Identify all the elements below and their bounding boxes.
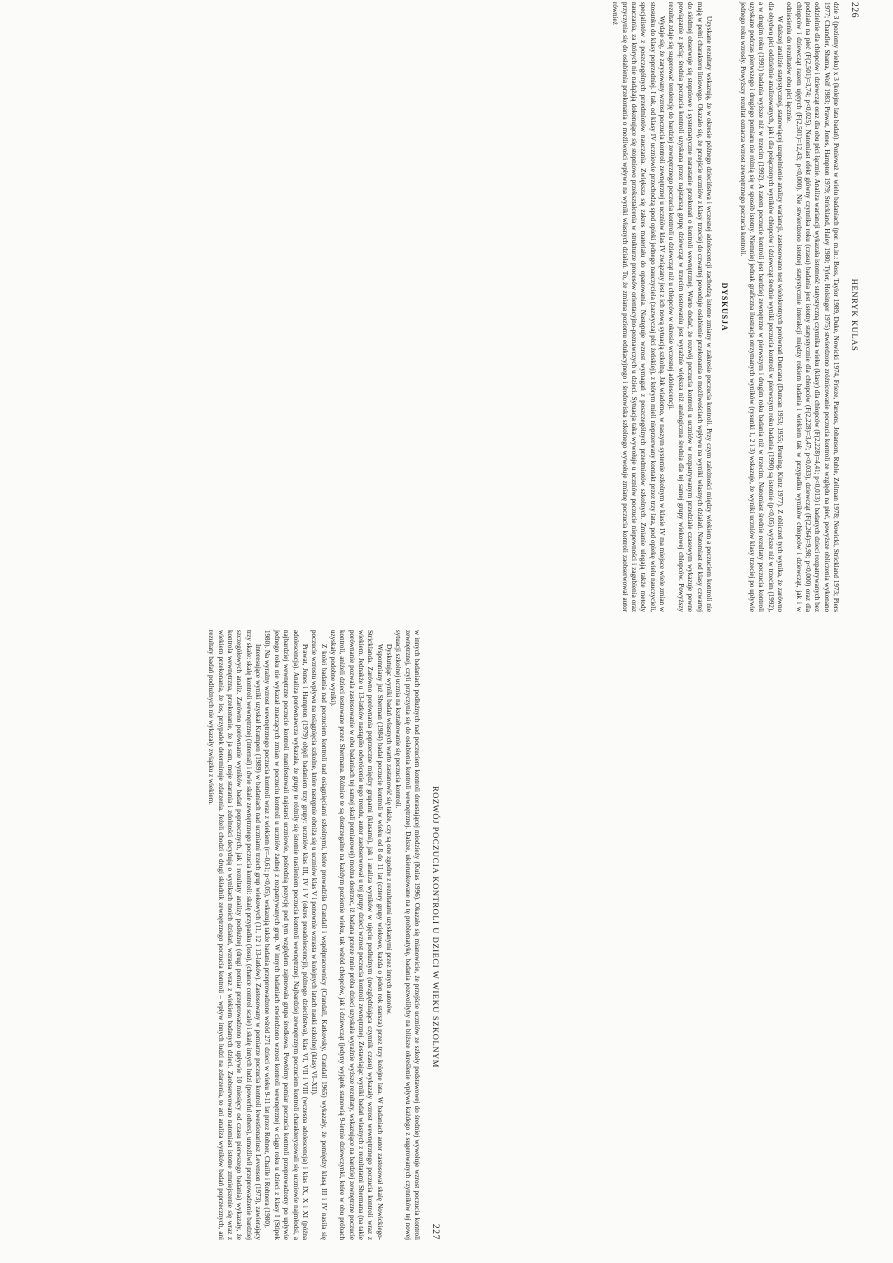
paragraph: w innych badaniach podłużnych nad poczuciem kontroli dorastającej młodzieży (Kulas 1996). Okazało się mianowicie, że przejście uczniów ze szkoły podstawowej do średniej wywołuje wzrost poczucia kontroli zewnętrznej, czyli przyczynia się do osłabienia kontroli wewnętrznej. Dalsze, ukierunkowane na tę problematykę, badania pozwoliłyby na bliższe określenie wpływu każdego z sugerowanych czynników tej nowej sytuacji szkolnej ucznia na kształtowanie się poczucia kontroli. [394, 630, 421, 1240]
paragraph: Uzyskane rezultaty wskazują, że w okresie późnego dzieciństwa i wczesnej adolescencji zachodzą istotne zmiany w zakresie poczucia kontroli. Przy czym zależności między wiekiem a poczuciem kontroli nie mają w pełni charakteru liniowego. Okazało się, że przejście uczniów z klasy trzeciej do czwartej powoduje osłabienie przekonania o możliwościach wpływu na wyniki własnych działań. Natomiast od klasy czwartej do siódmej obserwuje się stopniowe i systematyczne narastanie przekonań o kontroli wewnętrznej. Warto dodać, że rozwój poczucia kontroli u uczniów w rozpatrywanym przedziale czasowym wykazuje pewne powiązanie z płcią: średnia poczucia kontroli uzyskana przez najstarszą grupę dziewcząt w trzecim testowaniu jest wyraźnie większa niż analogiczna średnia dla tej samej grupy wiekowej chłopców. Powyższy rezultat zdaje się sugerować tendencję do bardziej zewnętrznego poczucia kontroli u dziewcząt niż u chłopców w okresie wczesnej adolescencji. [667, 2, 713, 612]
running-head-author: HENRYK KULAS [850, 278, 860, 352]
page-number: 227 [430, 1223, 440, 1240]
paragraph: Wspomniany już Sherman (1984) badał poczucie kontroli w wieku od 8 do 11 lat (cztery grupy wiekowe, każda o jeden rok starsza) przez trzy kolejne lata. W badaniach autor zastosował skalę Nowickiego-Stricklanda. Zarówno porównania poprzeczne między grupami (klasami), jak i analiza wyników w ujęciu podłużnym (uwzględniająca czynnik czasu) wykazały wzrost wewnętrznego poczucia kontroli wraz z wiekiem. Jednakże u 13-latków nastąpiło odwrócenie tego trendu, autor zaobserwował u tej grupy dzieci wzrost poczucia kontroli zewnętrznej. Zestawiając wyniki badań własnych z rezultatami Shermana (na takie porównanie pozwala zastosowanie w obu badaniach tej samej skali pomiarowej) można dostrzec, iż badana przeze mnie próba dzieci uzyskała wyraźnie wyższe rezultaty, wskazujące na bardziej zewnętrzne poczucie kontroli, aniżeli dzieci testowane przez Shermana. Różnice te są dostrzegalne na każdym poziomie wieku, tak wśród chłopców, jak i dziewcząt (jedyny wyjątek stanowią 9-letnie dziewczynki, które w obu próbach uzyskały podobne wyniki). [328, 630, 384, 1240]
paragraph: W dalszej analizie statystycznej, stanowiącej uzupełnienie analizy wariancji, zastosowano test wielokrotnych porównań Duncana (Duncan 1953; 1955; Bruning, Kintz 1977). Z obliczeń tych wynika, że zarówno dla obydwu płci oddzielnie analizowanych, jak i dla połączonych wyników chłopców i dziewcząt średnie wyniki poczucia kontroli w pierwszym roku badania (1990) są istotnie (p<0,05) wyższe niż w trzecim (1992), a w drugim roku (1991) badania wyższe niż w trzecim (1992). A zatem poczucie kontroli jest bardziej zewnętrzne w pierwszym i drugim roku badania niż w trzecim. Natomiast średnie rezultaty poczucia kontroli uzyskane podczas pierwszego i drugiego pomiaru nie różnią się w sposób istotny. Niemniej jednak graficzna ilustracja otrzymanych wyników (rysunki 1, 2 i 3) wskazuje, że wyniki uczniów klasy trzeciej po upływie jednego roku wzrosły. Powyższy rezultat oznacza wzrost zewnętrznego poczucia kontroli. [738, 2, 784, 612]
running-head [846, 2, 860, 612]
paragraph: Prawat, Jones i Hampton (1979) objęli badaniem trzy grupy: uczniów klas III, IV i V (okres preadolescencji), późnego dzieciństwa), klas VI, VII i VIII (wczesna adolescencja) i klas IX, X i XI (późna adolescencja). Analiza porównawcza wykazała, że grupy te różniły się istotnie nasileniem poczucia kontroli wewnętrznej. Najbardziej zewnętrznym poczuciem kontroli charakteryzowali się uczniowie najmłodsi, a najbardziej wewnętrzne poczucie kontroli manifestowali najstarsi uczniowie, pośrednią pozycję pod tym względem zajmowała grupa środkowa. Powtórny pomiar poczucia kontroli przeprowadzony po upływie jednego roku nie wykazał znaczących zmian w poczuciu kontroli u uczniów żadnej z rozpatrywanych grup. W innych badaniach stwierdzono wzrost kontroli wewnętrznej w ciągu roku u dzieci z klasy I (Stipek 1980). Na wyraźny wzrost wewnętrznego poczucia kontroli wraz z wiekiem (r=-0,61; p<0,05), wskazują także badania przeprowadzone wśród 271 dzieci w wieku 9-11 lat przez Rohner, Chaille i Rohnera (1980). [263, 630, 309, 1240]
paragraph: Dyskutując wyniki badań własnych warto zastanowić się także, czy są one zgodne z rezultatami uzyskanymi przez innych autorów. [384, 644, 393, 1015]
running-head [427, 630, 441, 1240]
page-226 [440, 2, 860, 612]
paragraph: Interesujące wyniki uzyskał Krampen (1989) w badaniach nad uczniami trzech grup wiekowych (11, 12 i 13-latków). Zastosowany w pomiarze poczucia kontroli kwestionariusz Levenson (1973), zawierający trzy skale: skalę kontroli wewnętrznej (internal) i dwie skale zewnętrznego poczucia kontroli: skalę przypadku (losu), (chance control scale) i skalę innych ludzi (powerful others), umożliwił przeprowadzenie bardziej szczegółowych analiz. Zarówno porównanie wyników badań poprzecznych, jak i rezultaty analizy podłużnej (drugi pomiar przeprowadzono po upływie 10 miesięcy od czasu pierwszego badania) wykazały, że kontrola wewnętrzna, przekonanie, że ja sam, moje starania i zdolności decydują o wynikach moich działań, wzrasta wraz z wiekiem badanych dzieci. Zaobserwowano natomiast istotne zmniejszenie się wraz z wiekiem przekonania, że los, przypadek determinuje zdarzenia. Jeżeli chodzi o drugi składnik zewnętrznego poczucia kontroli – wpływ innych ludzi na zdarzenia, to ani analiza wyników badań poprzecznych, ani rezultaty badań podłużnych nie wykazały związku z wiekiem. [207, 630, 263, 1240]
paragraph: Wydaje się, że zarysowany wzrost poczucia kontroli zewnętrznej u uczniów klas IV związany jest z ich nową sytuacją szkolną. Jak wiadomo, w naszym systemie szkolnym w klasie IV ma miejsce wiele zmian w stosunku do klasy poprzedniej. I tak, od klasy IV uczniowie przechodzą spod opieki jednego nauczyciela (zazwyczaj płci żeńskiej), z którym mieli nieprzerwany kontakt przez trzy lata, pod opiekę wielu nauczycieli, specjalistów z poszczególnych przedmiotów nauczania. Zwiększa się zakres materiału do opanowania. Następuje wzrost wymagań z poszczególnych przedmiotów szkolnych. Zmianie ulegają także metody nauczania, za których nie nadążają dokonujące się stopniowo przekształcenia w strukturze procesów orientacyjno-poznawczych u dzieci. Sytuacja taka wywołuje u uczniów poczucie niepewności i zagubienia oraz przyczynia się do osłabienia przekonania o możliwości wpływu na wyniki własnych działań. To, że zmiana poziomu edukacyjnego i środowiska szkolnego wywołuje zmianę poczucia kontroli zaobserwował autor również [611, 2, 667, 612]
paragraph: Z kolei badania nad poczuciem kontroli nad osiągnięciami szkolnymi, które prowadziła Crandall i współpracownicy (Crandall, Katkovsky, Crandall 1965) wykazały, że pomiędzy klasą III i IV nasila się poczucie wzrostu wpływu na osiągnięcia szkolne, które następnie obniża się u uczniów klas V i ponownie wzrasta w kolejnych latach nauki szkolnej (klasy VI–XII). [310, 630, 328, 1240]
running-head-title: ROZWÓJ POCZUCIA KONTROLI U DZIECI W WIEKU SZKOLNYM [431, 786, 441, 1068]
page-body [206, 630, 421, 1240]
paragraph: dzie 3 (poziomy wieku) x 3 (kolejne lata badań). Ponieważ w wielu badaniach (por. m.in.: Boss, Taylor 1989, Duke, Nowicki 1974, Frieze, Parsons, Johanson, Ruble, Zellman 1978; Nowicki, Strickland 1973; Piers 1977; Chandler, Shama, Wolf 1983; Prawat, Jones, Hampton 1979; Strickland, Haley 1980; Tyler, Holsinger 1975) stwierdzono zróżnicowanie poczucia kontroli ze względu na płeć, powyższe obliczenia wykonano oddzielnie dla chłopców i dziewcząt oraz dla obu płci łącznie. Analiza wariancji wykazała istotność statystyczną czynnika wieku (klasy) dla chłopców (F(2,228)=4,41; p<0,013) i badanych dzieci rozpatrywanych bez podziału na płeć (F(2,501)=3,74; p<0,025). Natomiast efekt główny czynnika roku (czasu) badania jest istotny statystycznie dla chłopców (F(2,228)=3,47; p<0,033), dziewcząt (F(2,264)=9,98; p<0,000) oraz dla chłopców i dziewcząt razem ujętych (F(2,501)=12,43; p<0,000). Nie stwierdzono istotnej statystycznie interakcji między rokiem badania i wiekiem tak w przypadku wyników chłopców i dziewcząt, jak i w odniesieniu do rezultatów obu płci łącznie. [785, 2, 840, 612]
page-227 [21, 630, 441, 1240]
section-heading: DYSKUSJA [720, 282, 730, 332]
page-number: 226 [849, 2, 859, 19]
page-body [610, 2, 840, 612]
